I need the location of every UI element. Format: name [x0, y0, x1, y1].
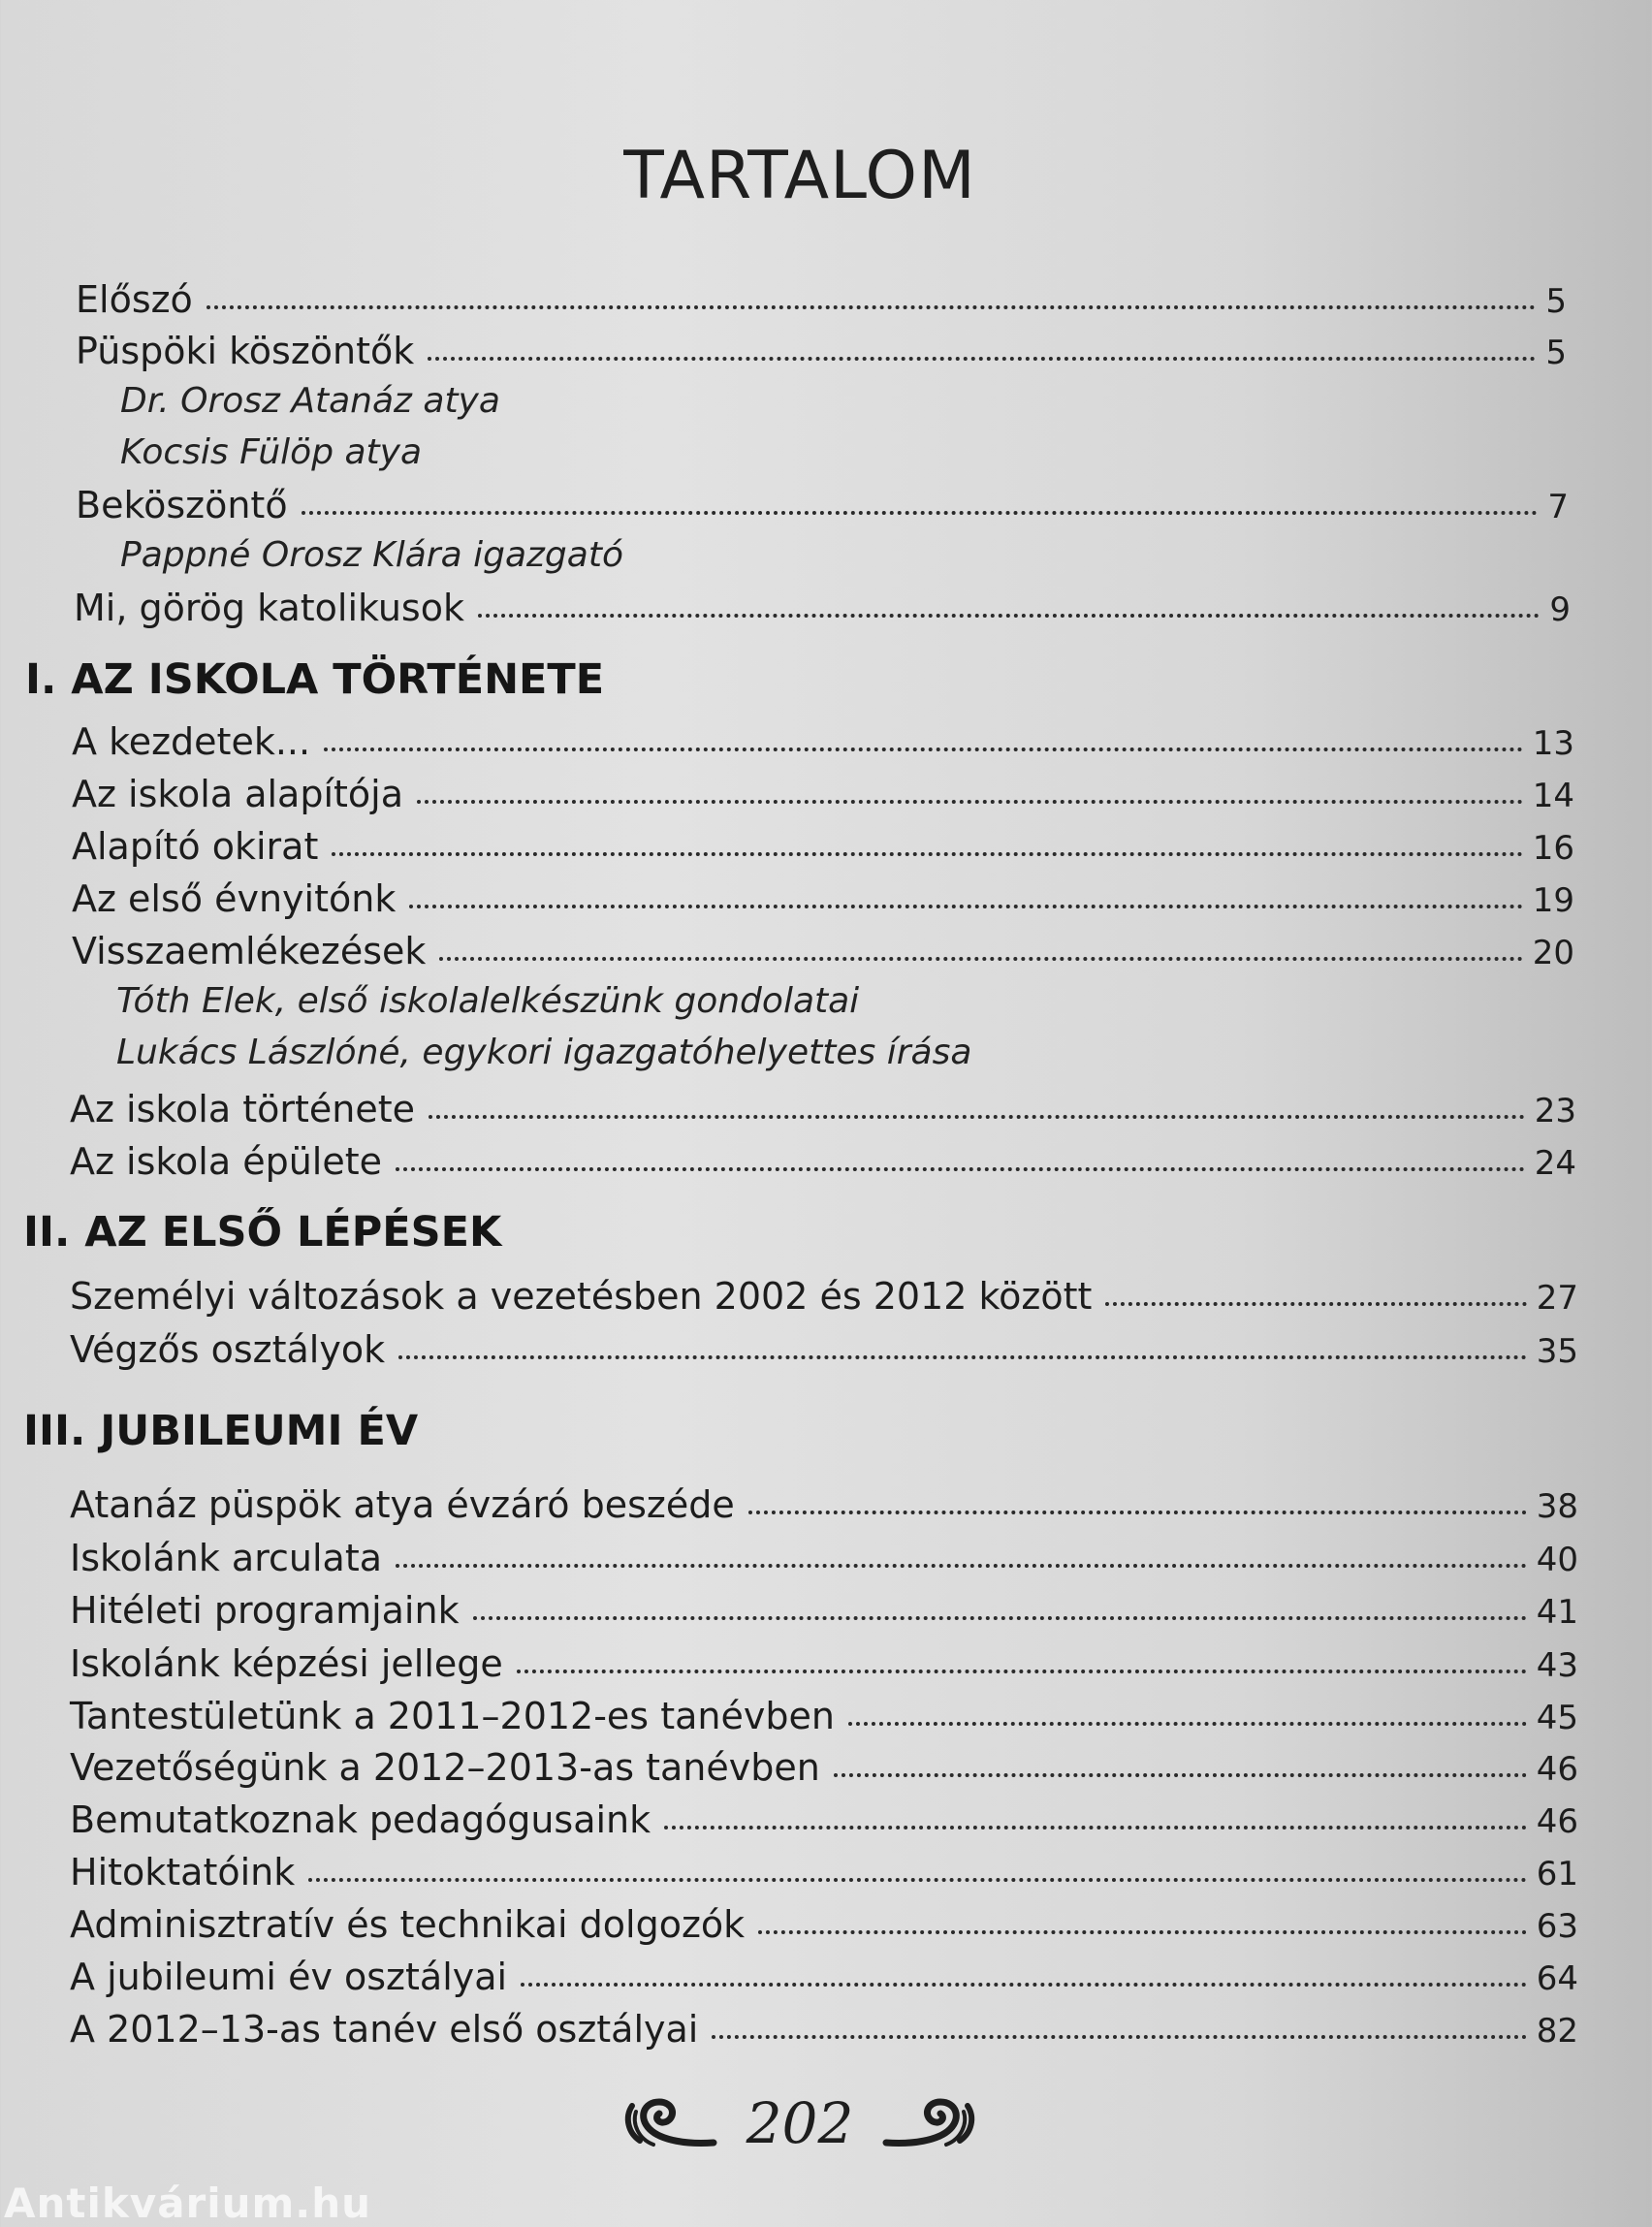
- toc-page-number: 61: [1536, 1855, 1578, 1893]
- swirl-ornament-left-icon: [620, 2094, 717, 2152]
- toc-entry: [70, 1642, 1578, 1685]
- toc-subentry: Lukács Lászlóné, egykori igazgatóhelyettes írása: [116, 1033, 972, 1072]
- page-footer: [0, 2089, 1600, 2157]
- toc-entry: [70, 1483, 1578, 1526]
- toc-entry: [70, 1088, 1576, 1130]
- toc-page-number: 35: [1536, 1332, 1578, 1371]
- toc-page-number: 13: [1532, 724, 1574, 763]
- toc-entry: [70, 1328, 1578, 1371]
- toc-entry-label: Tantestületünk a 2011–2012-es tanévben: [70, 1695, 835, 1737]
- toc-page-number: 5: [1545, 282, 1567, 321]
- toc-entry: [70, 1537, 1578, 1579]
- toc-entry-label: A jubileumi év osztályai: [70, 1956, 508, 1998]
- dot-leader: [848, 1722, 1527, 1726]
- toc-page-number: 46: [1536, 1750, 1578, 1789]
- toc-entry: [72, 773, 1574, 815]
- toc-entry: [70, 1695, 1578, 1737]
- dot-leader: [324, 748, 1523, 751]
- toc-entry-label: A 2012–13-as tanév első osztályai: [70, 2008, 699, 2051]
- toc-page-number: 38: [1536, 1487, 1578, 1526]
- dot-leader: [206, 305, 1537, 309]
- toc-entry-label: Alapító okirat: [72, 825, 319, 868]
- toc-entry-label: Atanáz püspök atya évzáró beszéde: [70, 1483, 735, 1526]
- dot-leader: [429, 1115, 1525, 1119]
- toc-page-number: 9: [1549, 590, 1571, 629]
- dot-leader: [396, 1564, 1527, 1568]
- toc-subentry: Kocsis Fülöp atya: [120, 432, 423, 472]
- toc-page-number: 14: [1532, 777, 1574, 815]
- toc-entry: [70, 1798, 1578, 1841]
- page-number: 202: [746, 2090, 854, 2156]
- toc-page-number: 7: [1547, 488, 1569, 526]
- toc-entry: [70, 1746, 1578, 1789]
- toc-entry-label: Az iskola alapítója: [72, 773, 403, 815]
- toc-entry: [70, 1589, 1578, 1632]
- toc-page-number: 41: [1536, 1593, 1578, 1632]
- toc-entry: [70, 1956, 1578, 1998]
- toc-page-number: 27: [1536, 1279, 1578, 1318]
- toc-page-number: 24: [1534, 1144, 1576, 1183]
- toc-page-number: 40: [1536, 1541, 1578, 1579]
- dot-leader: [396, 1167, 1525, 1171]
- toc-subentry: Tóth Elek, első iskolalelkészünk gondolatai: [116, 981, 860, 1021]
- section-heading: III. JUBILEUMI ÉV: [23, 1407, 419, 1455]
- toc-page-number: 82: [1536, 2012, 1578, 2051]
- toc-entry-label: Az iskola épülete: [70, 1140, 382, 1183]
- toc-entry: [72, 877, 1574, 920]
- dot-leader: [517, 1670, 1527, 1673]
- toc-entry: [70, 1851, 1578, 1893]
- toc-page-number: 19: [1532, 881, 1574, 920]
- toc-entry-label: Hitoktatóink: [70, 1851, 296, 1893]
- toc-entry: [70, 1903, 1578, 1946]
- dot-leader: [664, 1826, 1527, 1829]
- toc-entry-label: Beköszöntő: [76, 484, 288, 526]
- toc-entry: [70, 2008, 1578, 2051]
- toc-page-number: 64: [1536, 1959, 1578, 1998]
- toc-entry: [76, 330, 1567, 372]
- dot-leader: [748, 1511, 1527, 1514]
- toc-subentry: Pappné Orosz Klára igazgató: [120, 535, 623, 575]
- dot-leader: [758, 1930, 1527, 1934]
- toc-entry-label: Iskolánk képzési jellege: [70, 1642, 503, 1685]
- dot-leader: [712, 2035, 1526, 2039]
- dot-leader: [302, 511, 1539, 515]
- toc-entry-label: Visszaemlékezések: [72, 930, 427, 972]
- toc-entry: [76, 278, 1567, 321]
- toc-entry: [76, 484, 1569, 526]
- dot-leader: [428, 357, 1536, 361]
- toc-entry-label: Személyi változások a vezetésben 2002 és 2012 között: [70, 1275, 1093, 1318]
- toc-entry-label: Püspöki köszöntők: [76, 330, 415, 372]
- dot-leader: [439, 957, 1522, 961]
- toc-page-number: 23: [1534, 1092, 1576, 1130]
- toc-entry: [70, 1275, 1578, 1318]
- toc-page-number: 45: [1536, 1699, 1578, 1737]
- page-title: TARTALOM: [623, 138, 976, 214]
- section-heading: I. AZ ISKOLA TÖRTÉNETE: [25, 655, 605, 704]
- dot-leader: [834, 1773, 1527, 1777]
- toc-entry: [70, 1140, 1576, 1183]
- dot-leader: [473, 1616, 1527, 1620]
- toc-entry-label: Előszó: [76, 278, 193, 321]
- toc-entry: [72, 930, 1574, 972]
- dot-leader: [398, 1355, 1527, 1359]
- toc-page-number: 16: [1532, 829, 1574, 868]
- toc-entry-label: Az első évnyitónk: [72, 877, 397, 920]
- dot-leader: [332, 852, 1522, 856]
- watermark: Antikvárium.hu: [4, 2179, 372, 2227]
- toc-page-number: 20: [1532, 934, 1574, 972]
- dot-leader: [1105, 1302, 1526, 1306]
- toc-page-number: 63: [1536, 1907, 1578, 1946]
- toc-page-number: 43: [1536, 1646, 1578, 1685]
- toc-entry-label: Az iskola története: [70, 1088, 415, 1130]
- toc-subentry: Dr. Orosz Atanáz atya: [120, 381, 500, 421]
- toc-entry-label: Bemutatkoznak pedagógusaink: [70, 1798, 651, 1841]
- swirl-ornament-right-icon: [882, 2094, 979, 2152]
- toc-entry-label: Mi, görög katolikusok: [74, 587, 464, 629]
- dot-leader: [409, 905, 1522, 908]
- toc-entry-label: Végzős osztályok: [70, 1328, 386, 1371]
- dot-leader: [308, 1878, 1526, 1882]
- section-heading: II. AZ ELSŐ LÉPÉSEK: [23, 1208, 502, 1257]
- toc-entry-label: Adminisztratív és technikai dolgozók: [70, 1903, 746, 1946]
- dot-leader: [478, 614, 1540, 618]
- toc-page-number: 5: [1545, 334, 1567, 372]
- dot-leader: [417, 800, 1523, 804]
- toc-entry-label: A kezdetek...: [72, 720, 311, 763]
- toc-entry-label: Hitéleti programjaink: [70, 1589, 460, 1632]
- toc-entry: [74, 587, 1571, 629]
- toc-entry-label: Vezetőségünk a 2012–2013-as tanévben: [70, 1746, 820, 1789]
- toc-entry: [72, 825, 1574, 868]
- toc-entry-label: Iskolánk arculata: [70, 1537, 382, 1579]
- toc-page-number: 46: [1536, 1802, 1578, 1841]
- toc-entry: [72, 720, 1574, 763]
- dot-leader: [521, 1983, 1527, 1987]
